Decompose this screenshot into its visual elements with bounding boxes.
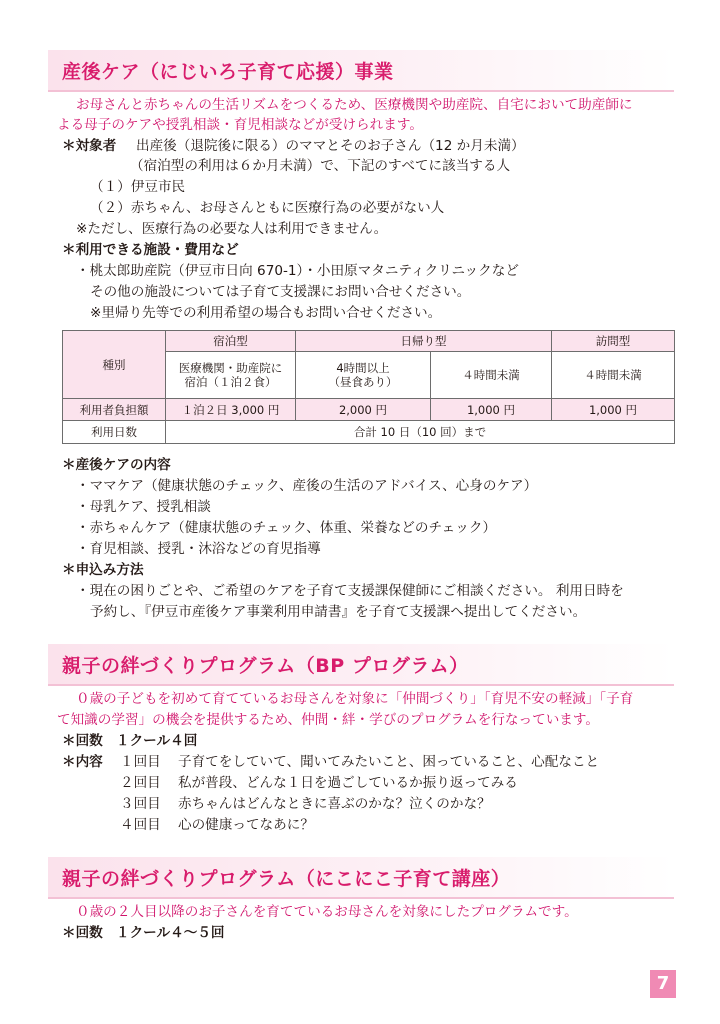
section-title: 親子の絆づくりプログラム（BP プログラム） xyxy=(62,655,469,677)
apply-text: ・現在の困りごとや、ご希望のケアを子育て支援課保健師にご相談ください。 利用日時を xyxy=(76,583,624,599)
day-type-header: 日帰り型 xyxy=(296,331,552,352)
note-text: ※ただし、医療行為の必要な人は利用できません。 xyxy=(76,221,388,237)
condition-item: （２）赤ちゃん、お母さんともに医療行為の必要がない人 xyxy=(90,200,445,216)
cost-label-cell: 利用者負担額 xyxy=(63,399,166,421)
target-text: （宿泊型の利用は６か月未満）で、下記のすべてに該当する人 xyxy=(130,158,511,174)
day-sub2-cell: ４時間未満 xyxy=(431,352,552,399)
intro-text: ０歳の２人目以降のお子さんを育てているお母さんを対象にしたプログラムです。 xyxy=(76,904,578,920)
days-value-cell: 合計 10 日（10 回）まで xyxy=(166,421,675,444)
session-number: ２回目 xyxy=(120,775,161,791)
stay-sub-cell xyxy=(166,352,296,399)
facility-note: ※里帰り先等での利用希望の場合もお問い合せください。 xyxy=(90,305,442,321)
facility-text: その他の施設については子育て支援課にお問い合せください。 xyxy=(90,284,471,300)
stay-sub-text: 医療機関・助産院に宿泊（１泊２食） xyxy=(178,361,283,389)
session-text: 心の健康ってなあに？ xyxy=(178,817,314,833)
page-number: 7 xyxy=(650,970,676,998)
target-text: 出産後（退院後に限る）のママとそのお子さん（12 か月未満） xyxy=(136,138,525,154)
apply-heading: ＊申込み方法 xyxy=(62,562,144,578)
fee-table xyxy=(62,330,675,444)
session-number: １回目 xyxy=(120,754,161,770)
intro-text: よる母子のケアや授乳相談・育児相談などが受けられます。 xyxy=(57,117,423,133)
stay-type-header: 宿泊型 xyxy=(166,331,296,352)
intro-text: ０歳の子どもを初めて育てているお母さんを対象に「仲間づくり」「育児不安の軽減」「子育 xyxy=(76,691,634,707)
session-number: ３回目 xyxy=(120,796,161,812)
apply-text: 予約し、『伊豆市産後ケア事業利用申請書』を子育て支援課へ提出してください。 xyxy=(90,604,587,620)
intro-text: て知識の学習」の機会を提供するため、仲間・絆・学びのプログラムを行なっています。 xyxy=(57,712,599,728)
section-title: 産後ケア（にじいろ子育て応援）事業 xyxy=(62,61,394,83)
type-label-cell: 種別 xyxy=(63,331,166,399)
facility-text: ・桃太郎助産院（伊豆市日向 670-1）・小田原マタニティクリニックなど xyxy=(76,263,519,279)
target-label: ＊対象者 xyxy=(62,138,117,154)
facility-heading: ＊利用できる施設・費用など xyxy=(62,242,239,258)
session-text: 私が普段、どんな１日を過ごしているか振り返ってみる xyxy=(178,775,518,791)
content-heading: ＊産後ケアの内容 xyxy=(62,457,171,473)
section-header-bp-program xyxy=(48,644,674,686)
visit-sub-cell: ４時間未満 xyxy=(552,352,675,399)
count-value: １クール４～５回 xyxy=(116,925,225,941)
session-text: 赤ちゃんはどんなときに喜ぶのかな？泣くのかな？ xyxy=(178,796,491,812)
content-item: ・赤ちゃんケア（健康状態のチェック、体重、栄養などのチェック） xyxy=(76,520,497,536)
count-label: ＊回数 xyxy=(62,733,103,749)
count-value: １クール４回 xyxy=(116,733,198,749)
session-text: 子育てをしていて、聞いてみたいこと、困っていること、心配なこと xyxy=(178,754,600,770)
day-sub-cell xyxy=(296,352,431,399)
days-label-cell: 利用日数 xyxy=(63,421,166,444)
visit-type-header: 訪問型 xyxy=(552,331,675,352)
day-sub-text: 4時間以上（昼食あり） xyxy=(328,361,398,389)
condition-item: （１）伊豆市民 xyxy=(90,179,186,195)
content-label: ＊内容 xyxy=(62,754,103,770)
content-item: ・ママケア（健康状態のチェック、産後の生活のアドバイス、心身のケア） xyxy=(76,478,538,494)
cost-stay-cell: １泊２日 3,000 円 xyxy=(166,399,296,421)
content-item: ・母乳ケア、授乳相談 xyxy=(76,499,211,515)
section-title: 親子の絆づくりプログラム（にこにこ子育て講座） xyxy=(62,868,511,890)
content-item: ・育児相談、授乳・沐浴などの育児指導 xyxy=(76,541,321,557)
session-number: ４回目 xyxy=(120,817,161,833)
cost-day2-cell: 1,000 円 xyxy=(431,399,552,421)
section-header-sango-care xyxy=(48,50,674,92)
cost-day1-cell: 2,000 円 xyxy=(296,399,431,421)
cost-visit-cell: 1,000 円 xyxy=(552,399,675,421)
count-label: ＊回数 xyxy=(62,925,103,941)
section-header-nikoniko xyxy=(48,857,674,899)
intro-text: お母さんと赤ちゃんの生活リズムをつくるため、医療機関や助産院、自宅において助産師に xyxy=(76,97,633,113)
